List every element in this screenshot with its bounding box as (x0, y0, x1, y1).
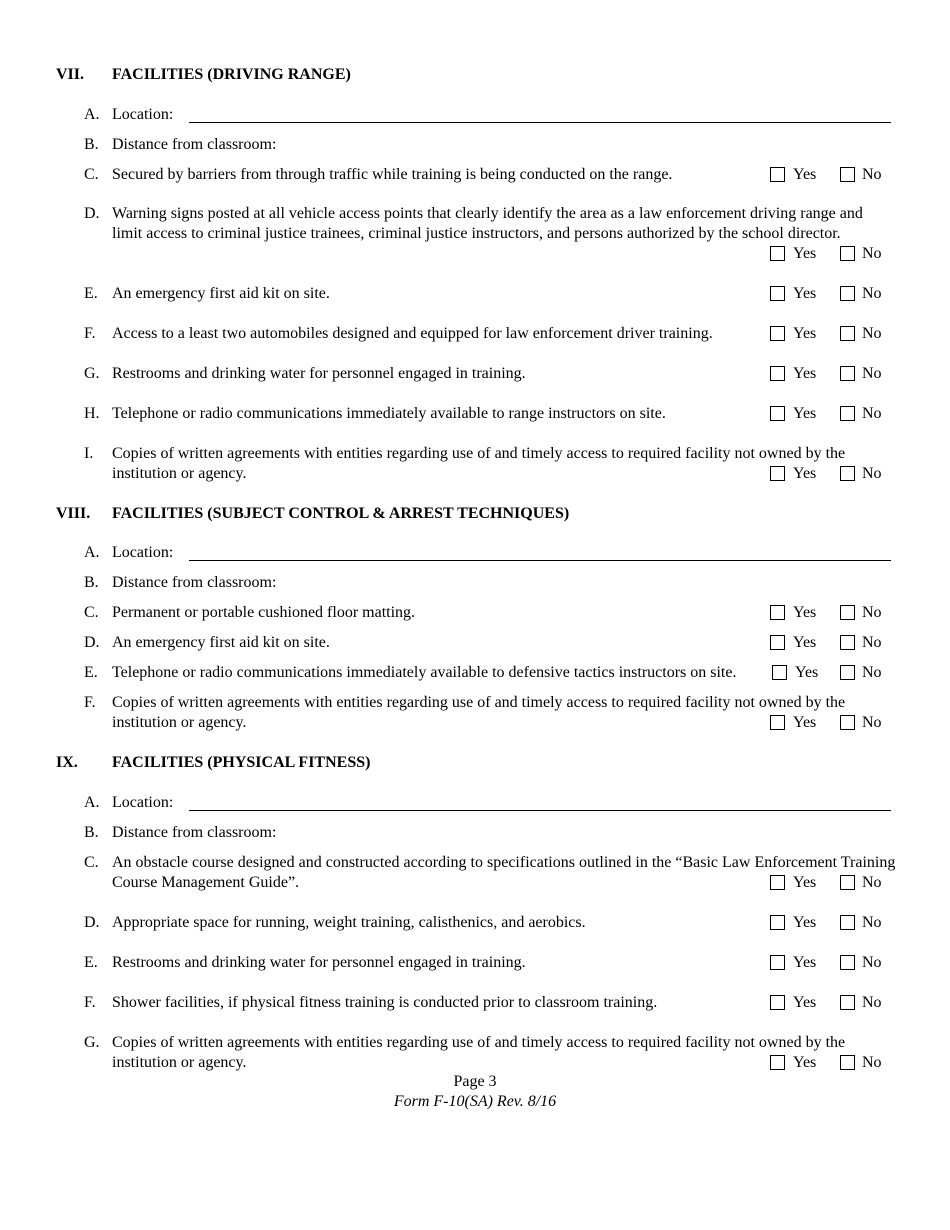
item-letter: G. (84, 365, 100, 382)
yes-label: Yes (793, 325, 817, 342)
no-checkbox[interactable] (840, 875, 855, 890)
yes-label: Yes (793, 914, 817, 931)
no-label: No (862, 405, 882, 422)
item-letter: A. (84, 544, 100, 561)
no-label: No (862, 714, 882, 731)
item-letter: E. (84, 285, 98, 302)
no-label: No (862, 325, 882, 342)
yes-checkbox[interactable] (770, 326, 785, 341)
no-checkbox[interactable] (840, 326, 855, 341)
yes-label: Yes (793, 874, 817, 891)
item-letter: C. (84, 604, 99, 621)
section-number: VII. (56, 66, 85, 83)
no-checkbox[interactable] (840, 466, 855, 481)
yes-label: Yes (793, 465, 817, 482)
no-checkbox[interactable] (840, 715, 855, 730)
item-text: Distance from classroom: (112, 824, 277, 841)
yes-label: Yes (793, 954, 817, 971)
no-checkbox[interactable] (840, 286, 855, 301)
yes-checkbox[interactable] (770, 915, 785, 930)
location-input-line[interactable] (189, 106, 891, 123)
yes-label: Yes (793, 994, 817, 1011)
item-text: An obstacle course designed and constructed according to specifications outlined in the “Basic Law Enforcement Training Course Management Guide”. (112, 854, 896, 891)
item-text: An emergency first aid kit on site. (112, 285, 330, 302)
no-label: No (862, 914, 882, 931)
item-text: Access to a least two automobiles designed and equipped for law enforcement driver training. (112, 325, 713, 342)
item-letter: D. (84, 205, 100, 222)
page-number: Page 3 (453, 1073, 497, 1090)
item-letter: C. (84, 166, 99, 183)
no-label: No (862, 245, 882, 262)
no-label: No (862, 285, 882, 302)
item-letter: I. (84, 445, 94, 462)
yes-label: Yes (793, 1054, 817, 1071)
form-id: Form F-10(SA) Rev. 8/16 (393, 1093, 557, 1110)
yes-checkbox[interactable] (772, 665, 787, 680)
yes-checkbox[interactable] (770, 715, 785, 730)
item-text: Copies of written agreements with entities regarding use of and timely access to required facility not owned by the institution or agency. (112, 694, 846, 731)
yes-checkbox[interactable] (770, 286, 785, 301)
item-letter: G. (84, 1034, 100, 1051)
no-label: No (862, 604, 882, 621)
item-letter: E. (84, 954, 98, 971)
item-text: Copies of written agreements with entities regarding use of and timely access to required facility not owned by the institution or agency. (112, 445, 846, 482)
yes-label: Yes (793, 285, 817, 302)
location-input-line[interactable] (189, 544, 891, 561)
item-text: Secured by barriers from through traffic while training is being conducted on the range. (112, 166, 673, 183)
no-label: No (862, 994, 882, 1011)
item-text: Location: (112, 544, 174, 561)
item-letter: B. (84, 824, 99, 841)
item-text: An emergency first aid kit on site. (112, 634, 330, 651)
item-text: Permanent or portable cushioned floor matting. (112, 604, 416, 621)
item-text: Restrooms and drinking water for personnel engaged in training. (112, 954, 526, 971)
location-input-line[interactable] (189, 794, 891, 811)
yes-label: Yes (793, 365, 817, 382)
item-letter: F. (84, 325, 96, 342)
no-label: No (862, 954, 882, 971)
item-letter: C. (84, 854, 99, 871)
yes-checkbox[interactable] (770, 1055, 785, 1070)
no-label: No (862, 166, 882, 183)
item-letter: A. (84, 106, 100, 123)
no-checkbox[interactable] (840, 915, 855, 930)
no-checkbox[interactable] (840, 366, 855, 381)
section-title: FACILITIES (PHYSICAL FITNESS) (112, 754, 371, 771)
yes-checkbox[interactable] (770, 167, 785, 182)
no-label: No (862, 874, 882, 891)
item-letter: D. (84, 914, 100, 931)
no-checkbox[interactable] (840, 1055, 855, 1070)
item-text: Appropriate space for running, weight training, calisthenics, and aerobics. (112, 914, 586, 931)
yes-label: Yes (793, 166, 817, 183)
section-title: FACILITIES (SUBJECT CONTROL & ARREST TECHNIQUES) (112, 505, 570, 522)
no-checkbox[interactable] (840, 605, 855, 620)
no-label: No (862, 465, 882, 482)
item-text: Distance from classroom: (112, 136, 277, 153)
item-text: Shower facilities, if physical fitness training is conducted prior to classroom training. (112, 994, 658, 1011)
yes-label: Yes (793, 405, 817, 422)
section-number: VIII. (56, 505, 91, 522)
section-number: IX. (56, 754, 78, 771)
yes-checkbox[interactable] (770, 875, 785, 890)
yes-checkbox[interactable] (770, 995, 785, 1010)
item-text: Telephone or radio communications immediately available to defensive tactics instructors on site. (112, 664, 737, 681)
no-label: No (862, 664, 882, 681)
no-checkbox[interactable] (840, 665, 855, 680)
yes-checkbox[interactable] (770, 366, 785, 381)
item-text: Telephone or radio communications immediately available to range instructors on site. (112, 405, 666, 422)
yes-checkbox[interactable] (770, 635, 785, 650)
no-checkbox[interactable] (840, 995, 855, 1010)
yes-label: Yes (793, 714, 817, 731)
item-text: Restrooms and drinking water for personnel engaged in training. (112, 365, 526, 382)
yes-label: Yes (793, 604, 817, 621)
no-label: No (862, 634, 882, 651)
yes-checkbox[interactable] (770, 246, 785, 261)
no-checkbox[interactable] (840, 167, 855, 182)
no-checkbox[interactable] (840, 406, 855, 421)
item-letter: E. (84, 664, 98, 681)
item-text: Copies of written agreements with entities regarding use of and timely access to required facility not owned by the institution or agency. (112, 1034, 846, 1071)
yes-checkbox[interactable] (770, 605, 785, 620)
yes-label: Yes (793, 245, 817, 262)
yes-label: Yes (793, 634, 817, 651)
no-checkbox[interactable] (840, 246, 855, 261)
item-letter: D. (84, 634, 100, 651)
no-checkbox[interactable] (840, 955, 855, 970)
item-text: Warning signs posted at all vehicle access points that clearly identify the area as a law enforcement driving range and limit access to criminal justice trainees, criminal justice instructors, and persons authorized by the school director. (112, 205, 863, 242)
yes-checkbox[interactable] (770, 955, 785, 970)
item-letter: F. (84, 694, 96, 711)
no-label: No (862, 1054, 882, 1071)
item-letter: F. (84, 994, 96, 1011)
yes-checkbox[interactable] (770, 466, 785, 481)
section-title: FACILITIES (DRIVING RANGE) (112, 66, 351, 83)
item-text: Location: (112, 794, 174, 811)
yes-checkbox[interactable] (770, 406, 785, 421)
item-letter: B. (84, 136, 99, 153)
no-label: No (862, 365, 882, 382)
item-letter: A. (84, 794, 100, 811)
item-letter: B. (84, 574, 99, 591)
no-checkbox[interactable] (840, 635, 855, 650)
item-text: Location: (112, 106, 174, 123)
item-text: Distance from classroom: (112, 574, 277, 591)
item-letter: H. (84, 405, 100, 422)
yes-label: Yes (795, 664, 819, 681)
